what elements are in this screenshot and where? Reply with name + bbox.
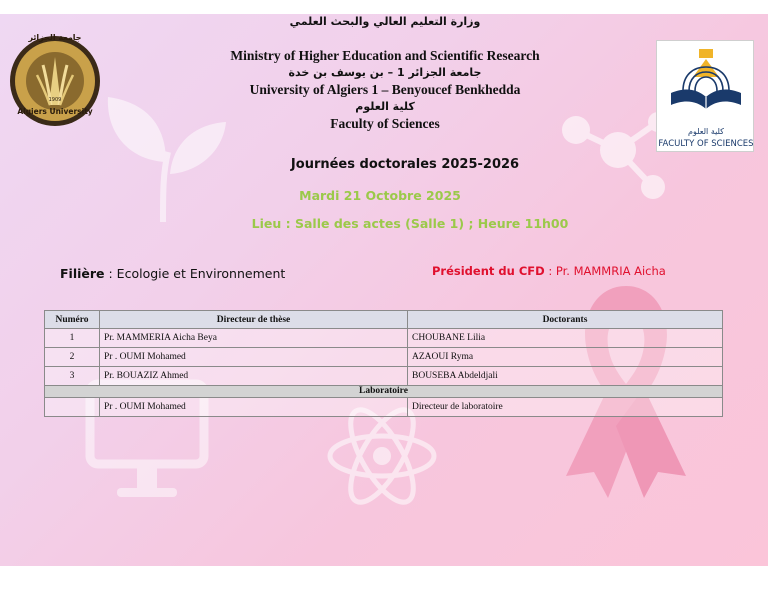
logo-faculty-name-en: FACULTY OF SCIENCES (658, 139, 754, 149)
row-number: 1 (45, 329, 100, 348)
row-student: CHOUBANE Lilia (408, 329, 723, 348)
filiere-label: Filière (60, 266, 105, 281)
filiere-value: : Ecologie et Environnement (104, 266, 286, 281)
row-director: Pr. BOUAZIZ Ahmed (100, 367, 408, 386)
laboratoire-section-row (45, 386, 723, 398)
table-row (45, 348, 723, 367)
row-student: BOUSEBA Abdeldjali (408, 367, 723, 386)
logo-faculty-name-ar: كلية العلوم (688, 127, 724, 136)
filiere-line (60, 266, 285, 281)
logo-ring-text-ar: جامعة الجزائر (28, 33, 82, 42)
logo-ring-text-en: Algiers University (17, 107, 93, 116)
doctoral-table (44, 310, 723, 417)
table-row (45, 367, 723, 386)
row-number: 3 (45, 367, 100, 386)
row-student: Directeur de laboratoire (408, 398, 723, 417)
university-name-en: University of Algiers 1 – Benyoucef Benkhedda (249, 82, 521, 97)
header-numero: Numéro (45, 311, 100, 329)
ministry-name-ar: وزارة التعليم العالي والبحث العلمي (289, 15, 481, 28)
faculty-name-en: Faculty of Sciences (330, 116, 440, 131)
president-line (432, 264, 666, 278)
header-doctorants: Doctorants (408, 311, 723, 329)
event-location: Lieu : Salle des actes (Salle 1) ; Heure 11h00 (251, 216, 569, 231)
table-row (45, 398, 723, 417)
university-name-ar: جامعة الجزائر 1 – بن يوسف بن خدة (288, 66, 482, 79)
president-label: Président du CFD (432, 264, 545, 278)
row-director: Pr. MAMMERIA Aicha Beya (100, 329, 408, 348)
open-book-tree-icon (663, 47, 749, 115)
table-header-row (45, 311, 723, 329)
row-director: Pr . OUMI Mohamed (100, 348, 408, 367)
event-title: Journées doctorales 2025-2026 (290, 157, 520, 172)
header-directeur: Directeur de thèse (100, 311, 408, 329)
faculty-name-ar: كلية العلوم (355, 100, 415, 113)
president-value: : Pr. MAMMRIA Aicha (544, 264, 666, 278)
row-number: 2 (45, 348, 100, 367)
event-date: Mardi 21 Octobre 2025 (299, 188, 461, 203)
ministry-name-en: Ministry of Higher Education and Scientific Research (230, 48, 540, 63)
poster-page (0, 14, 768, 566)
laboratoire-section-label: Laboratoire (45, 386, 723, 398)
table-row (45, 329, 723, 348)
row-director: Pr . OUMI Mohamed (100, 398, 408, 417)
row-student: AZAOUI Ryma (408, 348, 723, 367)
logo-year: 1909 (48, 97, 62, 103)
faculty-of-sciences-logo (656, 40, 754, 152)
row-number (45, 398, 100, 417)
